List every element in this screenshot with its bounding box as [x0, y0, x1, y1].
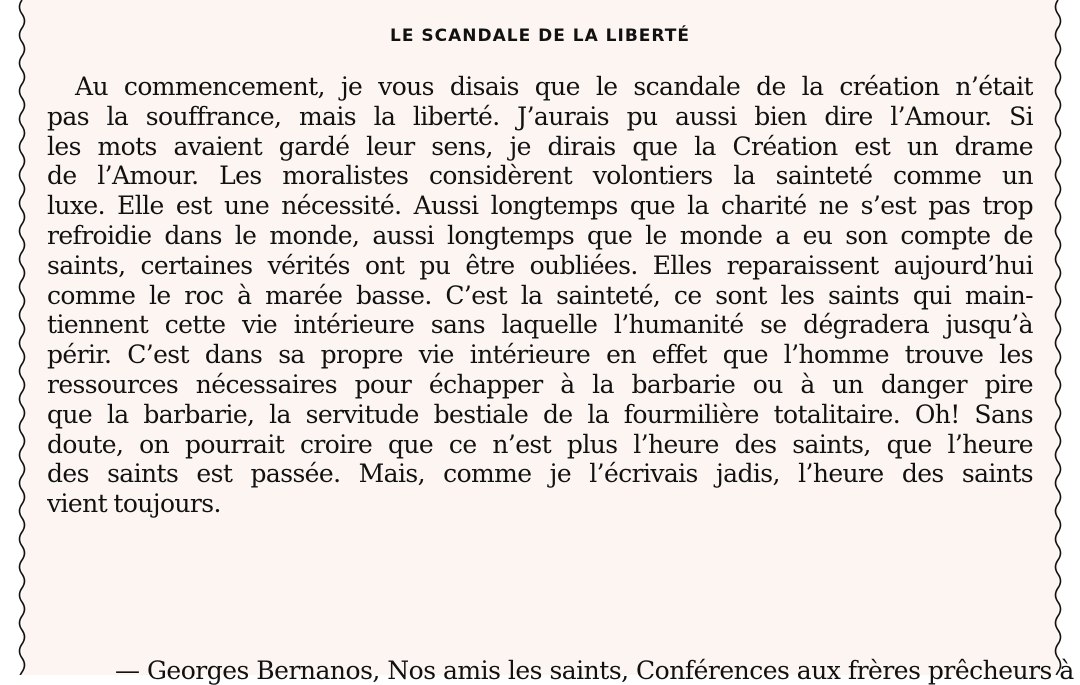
text-line: ressources nécessaires pour échapper à la barbarie ou à un danger pire — [47, 369, 1033, 399]
text-line: périr. C’est dans sa propre vie intérieure en effet que l’homme trouve les — [47, 340, 1033, 370]
body-text — [47, 72, 1033, 519]
wavy-border-left — [16, 0, 28, 675]
text-line: des saints est passée. Mais, comme je l’écrivais jadis, l’heure des saints — [47, 459, 1033, 489]
text-line: comme le roc à marée basse. C’est la sainteté, ce sont les saints qui main- — [47, 280, 1033, 310]
text-line: vient toujours. — [47, 489, 221, 519]
text-line: pas la souffrance, mais la liberté. J’aurais pu aussi bien dire l’Amour. Si — [47, 101, 1033, 131]
citation: — Georges Bernanos, Nos amis les saints, Conférences aux frères prêcheurs à — [115, 656, 1074, 685]
text-line: tiennent cette vie intérieure sans laquelle l’humanité se dégradera jusqu’à — [47, 310, 1033, 340]
wavy-border-right — [1052, 0, 1064, 675]
text-line: que la barbarie, la servitude bestiale de la fourmilière totalitaire. Oh! Sans — [47, 399, 1033, 429]
section-title: LE SCANDALE DE LA LIBERTÉ — [390, 26, 690, 46]
text-line: Au commencement, je vous disais que le scandale de la création n’était — [75, 72, 1033, 101]
text-line: de l’Amour. Les moralistes considèrent volontiers la sainteté comme un — [47, 161, 1033, 191]
text-line: refroidie dans le monde, aussi longtemps que le monde a eu son compte de — [47, 220, 1033, 250]
text-line: luxe. Elle est une nécessité. Aussi longtemps que la charité ne s’est pas trop — [47, 191, 1033, 221]
text-line: les mots avaient gardé leur sens, je dirais que la Création est un drame — [47, 131, 1033, 161]
text-line: doute, on pourrait croire que ce n’est plus l’heure des saints, que l’heure — [47, 429, 1033, 459]
text-line: saints, certaines vérités ont pu être oubliées. Elles reparaissent aujourd’hui — [47, 250, 1033, 280]
